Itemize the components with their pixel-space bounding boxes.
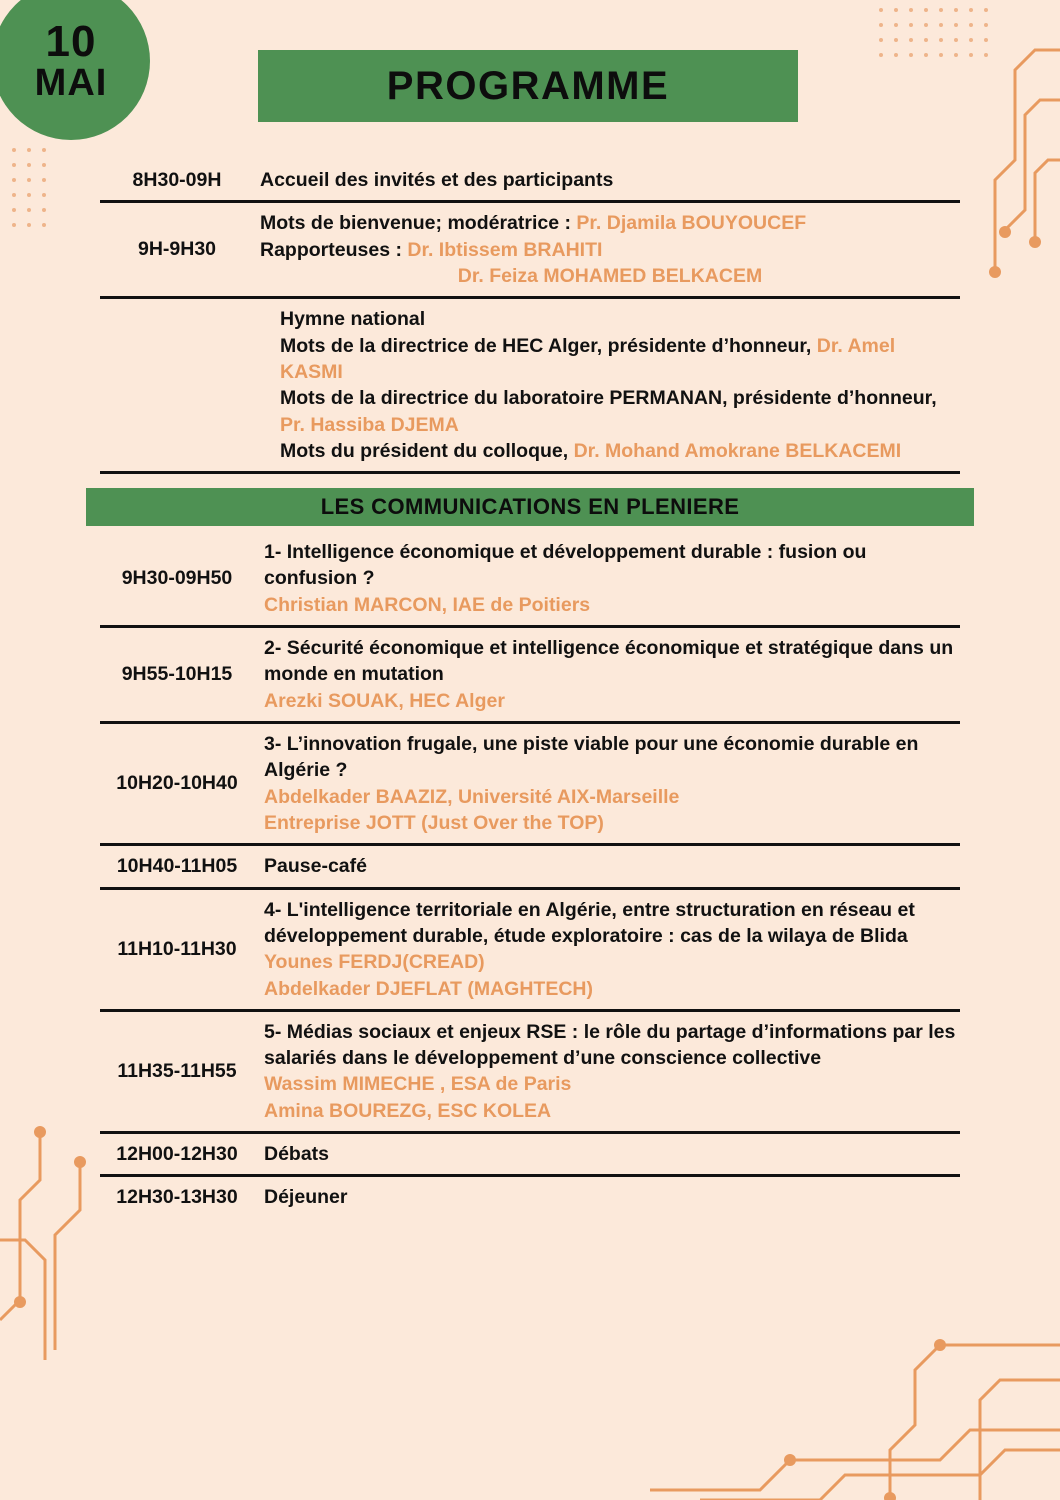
schedule-row-line bbox=[260, 210, 960, 236]
schedule-row bbox=[100, 628, 960, 724]
schedule-row bbox=[100, 724, 960, 846]
speaker-name: Pr. Hassiba DJEMA bbox=[280, 413, 459, 436]
schedule-row-line bbox=[264, 949, 960, 975]
schedule-row bbox=[100, 532, 960, 628]
schedule-row bbox=[100, 1177, 960, 1217]
session-text: Rapporteuses : bbox=[260, 238, 408, 261]
speaker-name: Younes FERDJ(CREAD) bbox=[264, 951, 485, 974]
session-text: Mots de bienvenue; modératrice : bbox=[260, 212, 577, 235]
session-text: Débats bbox=[264, 1143, 330, 1166]
schedule-row-line bbox=[264, 731, 960, 784]
schedule-row-line bbox=[264, 1184, 960, 1210]
schedule-row-body bbox=[260, 853, 960, 879]
schedule-row-body bbox=[260, 167, 960, 193]
date-badge-month: MAI bbox=[34, 62, 108, 104]
schedule-row-line bbox=[264, 1098, 960, 1124]
speaker-name: Wassim MIMECHE , ESA de Paris bbox=[264, 1073, 572, 1096]
schedule-row-body bbox=[260, 1141, 960, 1167]
schedule-row-body bbox=[260, 210, 960, 289]
schedule-row-time: 11H10-11H30 bbox=[117, 937, 237, 960]
schedule-row-time: 8H30-09H bbox=[132, 168, 222, 191]
schedule-row bbox=[100, 1134, 960, 1177]
speaker-name: Dr. Ibtissem BRAHITI bbox=[407, 238, 603, 261]
session-text: Mots de la directrice de HEC Alger, présidente d’honneur, bbox=[280, 334, 817, 357]
schedule-row-line bbox=[264, 784, 960, 810]
session-text: 3- L’innovation frugale, une piste viable pour une économie durable en Algérie ? bbox=[264, 733, 919, 782]
schedule-row-line bbox=[280, 306, 960, 332]
schedule-row-time: 11H35-11H55 bbox=[117, 1059, 237, 1082]
session-text: 5- Médias sociaux et enjeux RSE : le rôle du partage d’informations par les salariés dans le développement d’une conscience collective bbox=[264, 1020, 956, 1070]
plenary-section-label: LES COMMUNICATIONS EN PLENIERE bbox=[320, 494, 740, 520]
opening-rows bbox=[0, 160, 1060, 474]
schedule-row-line bbox=[264, 897, 960, 950]
schedule-row-line bbox=[264, 810, 960, 836]
schedule-row-body bbox=[260, 731, 960, 836]
schedule-row bbox=[100, 1012, 960, 1134]
schedule-row-line bbox=[260, 237, 960, 263]
schedule-row bbox=[100, 846, 960, 889]
session-text: Hymne national bbox=[280, 308, 426, 331]
speaker-name: Arezki SOUAK, HEC Alger bbox=[264, 689, 505, 712]
schedule-sheet bbox=[0, 160, 1060, 1218]
speaker-name: Abdelkader DJEFLAT (MAGHTECH) bbox=[264, 977, 593, 1000]
session-text: Accueil des invités et des participants bbox=[260, 169, 614, 191]
schedule-row-time: 9H30-09H50 bbox=[121, 567, 233, 590]
session-text: Mots de la directrice du laboratoire PERMANAN, présidente d’honneur, bbox=[280, 387, 937, 410]
schedule-row-time: 12H30-13H30 bbox=[116, 1186, 238, 1209]
speaker-name: Christian MARCON, IAE de Poitiers bbox=[264, 593, 591, 616]
speaker-name: Entreprise JOTT (Just Over the TOP) bbox=[264, 811, 604, 834]
talk-rows bbox=[0, 532, 1060, 1218]
speaker-name: Dr. Amel KASMI bbox=[280, 334, 896, 383]
schedule-row-body bbox=[260, 306, 960, 464]
schedule-row-body bbox=[260, 539, 960, 618]
schedule-row-line bbox=[264, 976, 960, 1002]
schedule-row-line bbox=[264, 688, 960, 714]
schedule-row bbox=[100, 203, 960, 299]
date-badge bbox=[0, 0, 150, 140]
schedule-row bbox=[100, 160, 960, 203]
schedule-row-body bbox=[260, 1184, 960, 1210]
circuit-decoration-bottom-right bbox=[640, 1330, 1060, 1500]
schedule-row-body bbox=[260, 635, 960, 714]
schedule-row-time: 9H-9H30 bbox=[137, 238, 217, 261]
schedule-row-time: 12H00-12H30 bbox=[116, 1142, 238, 1165]
schedule-row-time: 9H55-10H15 bbox=[121, 663, 233, 686]
schedule-row-line bbox=[264, 1141, 960, 1167]
schedule-row-time: 10H20-10H40 bbox=[116, 772, 238, 795]
session-text: Pause-café bbox=[264, 855, 367, 878]
session-text: 1- Intelligence économique et développement durable : fusion ou confusion ? bbox=[264, 541, 867, 590]
date-badge-day: 10 bbox=[45, 17, 97, 66]
session-text: Mots du président du colloque, bbox=[280, 439, 574, 462]
schedule-row-time: 10H40-11H05 bbox=[116, 854, 238, 877]
schedule-row bbox=[100, 890, 960, 1012]
schedule-row-line bbox=[264, 539, 960, 592]
speaker-name: Pr. Djamila BOUYOUCEF bbox=[576, 212, 807, 235]
schedule-row-body bbox=[260, 1019, 960, 1124]
speaker-name: Amina BOUREZG, ESC KOLEA bbox=[264, 1099, 552, 1122]
speaker-name: Dr. Feiza MOHAMED BELKACEM bbox=[457, 264, 763, 287]
decorative-dots-top-right bbox=[879, 8, 988, 57]
page-title: PROGRAMME bbox=[386, 63, 670, 108]
schedule-row-line bbox=[264, 592, 960, 618]
plenary-section-banner bbox=[86, 488, 974, 526]
session-text: 2- Sécurité économique et intelligence économique et stratégique dans un monde en mutation bbox=[264, 637, 954, 686]
schedule-row bbox=[100, 299, 960, 474]
schedule-row-line bbox=[264, 635, 960, 688]
schedule-row-line bbox=[264, 1071, 960, 1097]
schedule-row-line bbox=[280, 438, 960, 464]
schedule-row-line bbox=[280, 385, 960, 438]
session-text: 4- L'intelligence territoriale en Algérie, entre structuration en réseau et développement durable, étude exploratoire : cas de la wilaya de Blida bbox=[264, 898, 915, 947]
schedule-row-body bbox=[260, 897, 960, 1002]
schedule-row-line bbox=[264, 853, 960, 879]
speaker-name: Dr. Mohand Amokrane BELKACEMI bbox=[573, 439, 902, 462]
speaker-name: Abdelkader BAAZIZ, Université AIX-Marseille bbox=[264, 785, 680, 808]
programme-banner bbox=[258, 50, 798, 122]
schedule-row-line bbox=[260, 263, 960, 289]
schedule-row-line bbox=[260, 167, 960, 193]
schedule-row-line bbox=[264, 1019, 960, 1072]
session-text: Déjeuner bbox=[264, 1186, 348, 1209]
schedule-row-line bbox=[280, 333, 960, 386]
